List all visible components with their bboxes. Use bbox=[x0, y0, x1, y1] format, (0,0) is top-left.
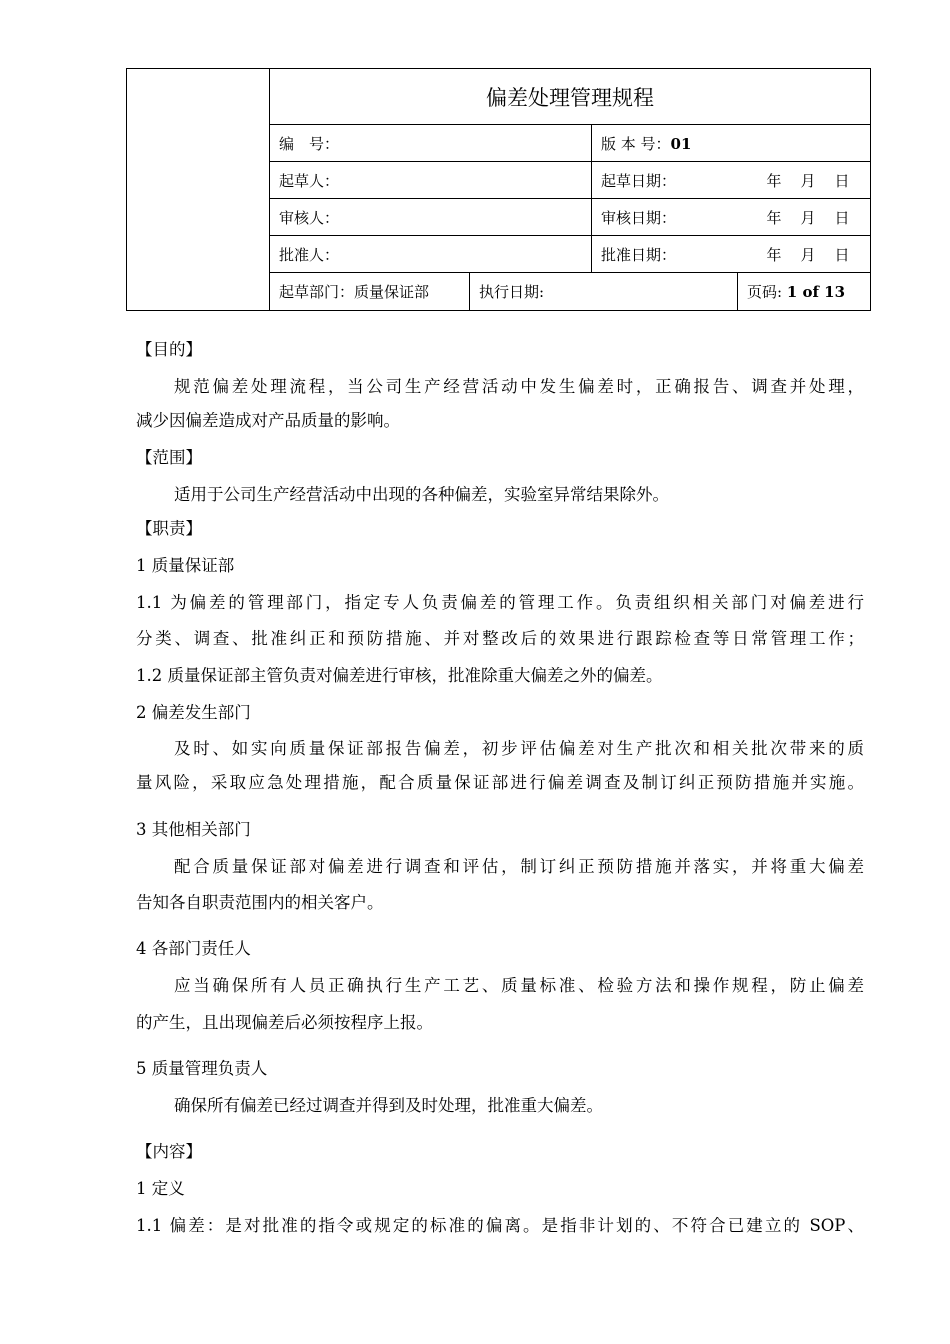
duty-4-title: 4 各部门责任人 bbox=[136, 939, 251, 958]
day-label: 日 bbox=[834, 171, 850, 190]
duty-1-1-line-1: 1.1 为偏差的管理部门，指定专人负责偏差的管理工作。负责组织相关部门对偏差进行 bbox=[136, 593, 864, 612]
duty-3-line-1: 配合质量保证部对偏差进行调查和评估，制订纠正预防措施并落实，并将重大偏差 bbox=[174, 857, 864, 876]
page-number-field bbox=[738, 273, 871, 311]
day-label: 日 bbox=[834, 245, 850, 264]
review-date-field bbox=[592, 199, 871, 236]
document-title: 偏差处理管理规程 bbox=[270, 69, 871, 125]
scope-paragraph: 适用于公司生产经营活动中出现的各种偏差，实验室异常结果除外。 bbox=[174, 485, 669, 504]
month-label: 月 bbox=[800, 171, 816, 190]
draft-dept-label: 起草部门：质量保证部 bbox=[279, 283, 430, 301]
purpose-heading: 【目的】 bbox=[136, 340, 202, 359]
page-label: 页码: bbox=[747, 283, 787, 301]
document-header-table bbox=[126, 68, 871, 311]
month-label: 月 bbox=[800, 245, 816, 264]
approve-date-label: 批准日期： bbox=[601, 245, 677, 264]
version-label: 版 本 号： bbox=[601, 134, 671, 153]
approve-date-field bbox=[592, 236, 871, 273]
duty-heading: 【职责】 bbox=[136, 519, 202, 538]
year-label: 年 bbox=[766, 208, 782, 227]
duty-1-title: 1 质量保证部 bbox=[136, 556, 235, 575]
content-1-1: 1.1 偏差：是对批准的指令或规定的标准的偏离。是指非计划的、不符合已建立的 SOP、 bbox=[136, 1216, 864, 1235]
duty-1-2: 1.2 质量保证部主管负责对偏差进行审核，批准除重大偏差之外的偏差。 bbox=[136, 666, 663, 685]
version-field bbox=[592, 125, 871, 162]
duty-1-1-line-2: 分类、调查、批准纠正和预防措施、并对整改后的效果进行跟踪检查等日常管理工作； bbox=[136, 629, 864, 648]
duty-2-line-1: 及时、如实向质量保证部报告偏差，初步评估偏差对生产批次和相关批次带来的质 bbox=[174, 739, 864, 758]
exec-date-field bbox=[470, 273, 738, 311]
duty-4-line-2: 的产生，且出现偏差后必须按程序上报。 bbox=[136, 1013, 433, 1032]
code-field bbox=[270, 125, 592, 162]
duty-5-line-1: 确保所有偏差已经过调查并得到及时处理，批准重大偏差。 bbox=[174, 1096, 603, 1115]
draft-dept-field bbox=[270, 273, 470, 311]
year-label: 年 bbox=[766, 171, 782, 190]
purpose-paragraph-line-2: 减少因偏差造成对产品质量的影响。 bbox=[136, 411, 400, 430]
draft-date-field bbox=[592, 162, 871, 199]
approver-label: 批准人： bbox=[279, 245, 340, 264]
approver-field bbox=[270, 236, 592, 273]
content-heading: 【内容】 bbox=[136, 1142, 202, 1161]
code-label: 编 号： bbox=[279, 134, 340, 153]
month-label: 月 bbox=[800, 208, 816, 227]
duty-3-title: 3 其他相关部门 bbox=[136, 820, 251, 839]
reviewer-field bbox=[270, 199, 592, 236]
draft-date-label: 起草日期： bbox=[601, 171, 677, 190]
exec-date-label: 执行日期: bbox=[479, 283, 545, 301]
duty-3-line-2: 告知各自职责范围内的相关客户。 bbox=[136, 893, 384, 912]
duty-2-line-2: 量风险，采取应急处理措施，配合质量保证部进行偏差调查及制订纠正预防措施并实施。 bbox=[136, 773, 864, 792]
review-date-label: 审核日期： bbox=[601, 208, 677, 227]
reviewer-label: 审核人： bbox=[279, 208, 340, 227]
version-value: 01 bbox=[670, 134, 692, 153]
content-1-title: 1 定义 bbox=[136, 1179, 185, 1198]
page-value: 1 of 13 bbox=[786, 283, 846, 301]
logo-cell bbox=[127, 69, 270, 311]
day-label: 日 bbox=[834, 208, 850, 227]
purpose-paragraph-line-1: 规范偏差处理流程，当公司生产经营活动中发生偏差时，正确报告、调查并处理， bbox=[174, 377, 864, 396]
drafter-field bbox=[270, 162, 592, 199]
scope-heading: 【范围】 bbox=[136, 448, 202, 467]
drafter-label: 起草人： bbox=[279, 171, 340, 190]
duty-5-title: 5 质量管理负责人 bbox=[136, 1059, 268, 1078]
draft-date-ymd bbox=[757, 170, 870, 191]
duty-4-line-1: 应当确保所有人员正确执行生产工艺、质量标准、检验方法和操作规程，防止偏差 bbox=[174, 976, 864, 995]
approve-date-ymd bbox=[757, 244, 870, 265]
review-date-ymd bbox=[757, 207, 870, 228]
duty-2-title: 2 偏差发生部门 bbox=[136, 703, 251, 722]
year-label: 年 bbox=[766, 245, 782, 264]
